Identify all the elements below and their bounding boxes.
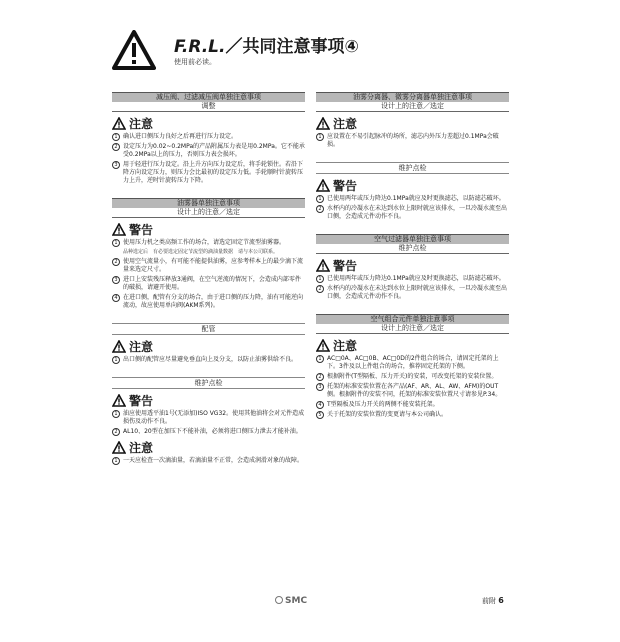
item-text: 出口侧的配管应尽量避免垂直向上及分支，以防止油雾供给不良。	[123, 356, 298, 363]
item-text: 油应使用透平油1号(无添加)ISO VG32。使用其他油将会对元件造成损伤及动作不良。	[123, 410, 305, 425]
item-note: 品种选定后 有必要选定固定节流型的滴油量数据 请与本公司联系。	[123, 249, 279, 255]
item-text: 根据附件(T型隔板、压力开关)的安装，可改变托架的安装位置。	[327, 373, 498, 380]
section-label: 配管	[112, 323, 305, 335]
warning-triangle-icon	[112, 223, 126, 236]
warning-heading	[112, 221, 305, 237]
page-prefix: 前附	[482, 597, 496, 605]
warning-heading	[316, 257, 509, 273]
list-item	[316, 373, 509, 381]
section-header: 减压阀、过滤减压阀单独注意事项	[112, 92, 305, 102]
list-item	[112, 276, 305, 292]
item-number: 2	[112, 428, 120, 436]
smc-logo	[275, 596, 307, 606]
item-number: 2	[316, 285, 324, 293]
caution-label: 注意	[129, 116, 154, 131]
caution-heading	[316, 337, 509, 353]
section-subheader: 维护点检	[316, 244, 509, 254]
item-text: 在进口侧，配管有分支的场合，由于进口侧的压力降，油有可能逆向流动，故应使用单向阀(AKM系列)。	[123, 294, 304, 309]
logo-text: SMC	[285, 596, 308, 606]
item-number: 1	[112, 133, 120, 141]
caution-triangle-icon	[112, 117, 126, 130]
item-text: 设定压力为0.02~0.2MPa的产品附属压力表是用0.2MPa。它不能承受0.2MPa以上的压力，否则压力表会损坏。	[123, 143, 305, 158]
item-number: 3	[112, 161, 120, 169]
left-column	[112, 87, 308, 642]
list-item	[112, 294, 305, 310]
list-item	[316, 205, 509, 221]
list-item	[112, 239, 305, 247]
warning-label: 警告	[129, 222, 154, 237]
item-number: 1	[112, 239, 120, 247]
item-number: 1	[112, 457, 120, 465]
list-item	[112, 133, 305, 141]
section-label: 维护点检	[316, 162, 509, 174]
page-header	[112, 30, 512, 80]
caution-label: 注意	[333, 338, 358, 353]
item-number: 4	[112, 294, 120, 302]
item-number: 1	[316, 355, 324, 363]
caution-label: 注意	[129, 339, 154, 354]
caution-label: 注意	[333, 116, 358, 131]
list-item	[316, 275, 509, 283]
warning-heading	[316, 177, 509, 193]
item-text: 水杯内的冷凝水在未达到水位上限时就应该排水，一旦冷凝水流至出口侧，会造成元件动作不良。	[327, 205, 508, 220]
caution-triangle-icon	[316, 117, 330, 130]
item-number: 1	[316, 195, 324, 203]
section-header: 油雾分离器、微雾分离器单独注意事项	[316, 92, 509, 102]
section-header: 油雾器单独注意事项	[112, 198, 305, 208]
section-subheader: 设计上的注意／选定	[112, 208, 305, 218]
caution-heading	[112, 115, 305, 131]
item-number: 4	[316, 401, 324, 409]
item-text: 确认进口侧压力良好之后再进行压力设定。	[123, 133, 238, 140]
caution-heading	[316, 115, 509, 131]
logo-ring-icon	[275, 596, 283, 604]
list-item	[112, 356, 305, 364]
item-text: AC□0A、AC□0B、AC□0D的2件组合的场合，请固定托架的上下。3件及以上件组合的场合，推荐固定托架的下侧。	[327, 355, 499, 370]
list-item	[316, 401, 509, 409]
list-item	[112, 410, 305, 426]
item-number: 2	[112, 258, 120, 266]
warning-label: 警告	[129, 393, 154, 408]
list-item	[316, 411, 509, 419]
warning-heading	[112, 392, 305, 408]
warning-label: 警告	[333, 178, 358, 193]
item-text: 已使用两年或压力降达0.1MPa就应及时更换滤芯，以防滤芯破坏。	[327, 275, 505, 282]
caution-triangle-icon	[316, 339, 330, 352]
section-label: 维护点检	[112, 377, 305, 389]
warning-triangle-icon	[316, 259, 330, 272]
page-num: 6	[498, 596, 504, 605]
title-rest: ／共同注意事项④	[225, 37, 359, 57]
item-number: 3	[112, 276, 120, 284]
item-text: 使用压力机之类高频工作的场合，请选定固定节流型油雾器。	[123, 239, 286, 246]
list-item	[316, 133, 509, 149]
page-number	[482, 596, 504, 606]
list-item	[316, 383, 509, 399]
section-subheader: 调整	[112, 102, 305, 112]
list-item	[112, 428, 305, 436]
item-text: 应设置在不易引起脉冲的场所，滤芯内外压力差超过0.1MPa会破损。	[327, 133, 499, 148]
item-number: 1	[316, 133, 324, 141]
item-text: T型隔板及压力开关的两侧不能安装托架。	[327, 401, 439, 408]
warning-triangle-icon	[112, 30, 156, 70]
list-item	[112, 143, 305, 159]
caution-heading	[112, 439, 305, 455]
item-number: 3	[316, 383, 324, 391]
item-number: 2	[112, 143, 120, 151]
warning-label: 警告	[333, 258, 358, 273]
warning-triangle-icon	[316, 179, 330, 192]
item-number: 1	[316, 275, 324, 283]
caution-triangle-icon	[112, 441, 126, 454]
list-item	[316, 355, 509, 371]
item-number: 5	[316, 411, 324, 419]
list-item	[316, 195, 509, 203]
item-text: 进口上安装残压释放3通阀，在空气逆流的情况下，会造成内部零件的破损，请避开使用。	[123, 276, 301, 291]
item-text: 已使用两年或压力降达0.1MPa就应及时更换滤芯，以防滤芯破坏。	[327, 195, 505, 202]
right-column	[316, 87, 509, 642]
list-item	[112, 457, 305, 465]
item-text: 托架的标准安装位置在各产品(AF、AR、AL、AW、AFM)的OUT侧。根据附件的安装不同，托架的标准安装位置尺寸请参见P.34。	[327, 383, 502, 398]
item-number: 1	[112, 410, 120, 418]
item-text: 水杯内的冷凝水在未达到水位上限时就应该排水，一旦冷凝水流至出口侧，会造成元件动作不良。	[327, 285, 508, 300]
item-text: 一天应检查一次滴油量，若滴油量不正常，会造成润滑对象的故障。	[123, 457, 304, 464]
caution-label: 注意	[129, 440, 154, 455]
page-subtitle: 使用前必读。	[174, 58, 216, 66]
item-number: 2	[316, 373, 324, 381]
item-text: 使用空气流量小，有可能不能提供油雾，应参考样本上的最少滴下流量来选定尺寸。	[123, 258, 304, 273]
section-header: 空气过滤器单独注意事项	[316, 234, 509, 244]
caution-triangle-icon	[112, 340, 126, 353]
page-title	[174, 32, 359, 57]
section-header: 空气组合元件单独注意事项	[316, 314, 509, 324]
item-text: 用于轻进行压力设定。沿上升方向压力设定后，将手轮锁住。若沿下降方向设定压力，则压力会比最初的设定压力低。手轮顺时针旋转压力上升，逆时针旋转压力下降。	[123, 161, 304, 184]
item-text: 关于托架的安装位置的变更请与本公司确认。	[327, 411, 448, 418]
warning-triangle-icon	[112, 394, 126, 407]
item-text: AL10、20型在加压下不能补油，必须将进口侧压力泄去才能补油。	[123, 428, 302, 435]
section-subheader: 设计上的注意／选定	[316, 102, 509, 112]
item-number: 1	[112, 356, 120, 364]
caution-heading	[112, 338, 305, 354]
list-item	[112, 161, 305, 185]
list-item	[316, 285, 509, 301]
title-frl: F.R.L.	[174, 37, 226, 57]
list-item	[112, 258, 305, 274]
section-subheader: 设计上的注意／选定	[316, 324, 509, 334]
item-number: 2	[316, 205, 324, 213]
